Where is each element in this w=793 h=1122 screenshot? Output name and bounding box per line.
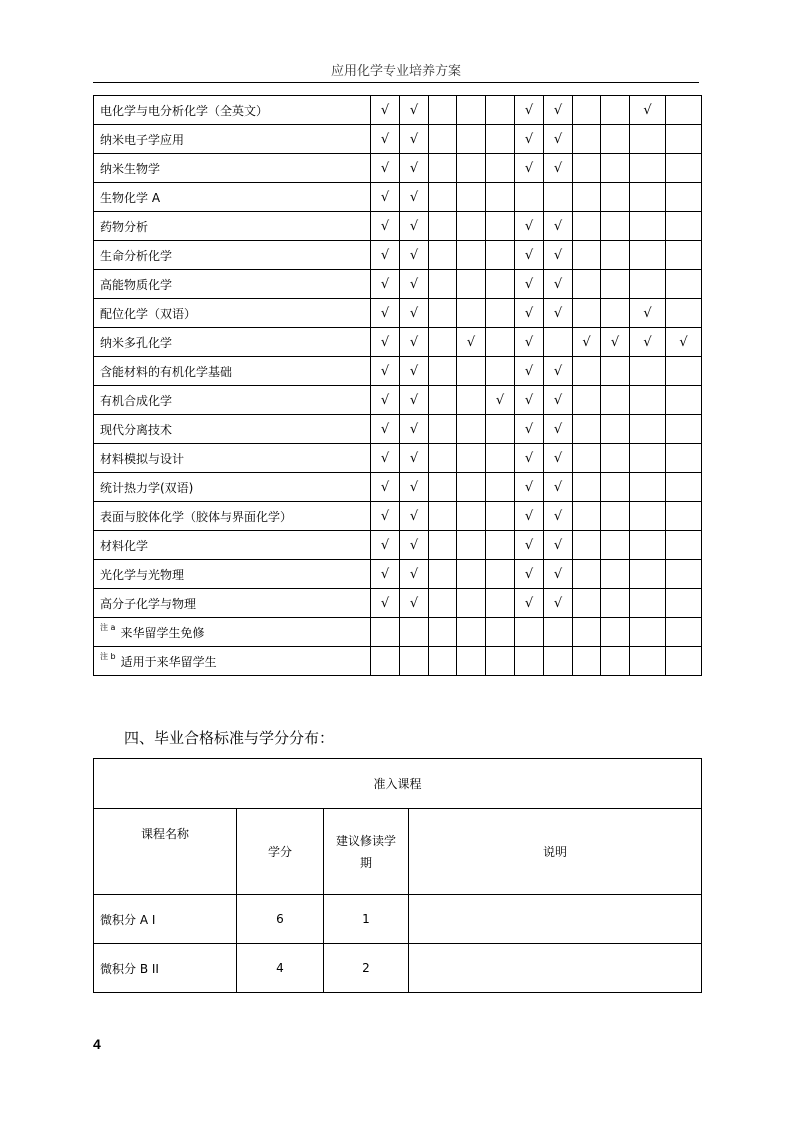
check-mark-cell: √: [400, 531, 429, 560]
empty-cell: [666, 183, 702, 212]
empty-cell: [630, 647, 666, 676]
empty-cell: [601, 212, 630, 241]
empty-cell: [486, 96, 515, 125]
empty-cell: [601, 647, 630, 676]
table-row: [94, 895, 702, 944]
empty-cell: [630, 270, 666, 299]
table-header-row: [94, 809, 702, 895]
check-mark-cell: √: [515, 560, 544, 589]
empty-cell: [573, 589, 601, 618]
empty-cell: [601, 96, 630, 125]
empty-cell: [486, 647, 515, 676]
check-mark-cell: √: [371, 444, 400, 473]
empty-cell: [601, 386, 630, 415]
course-name-cell: 生命分析化学: [94, 241, 371, 270]
empty-cell: [486, 183, 515, 212]
empty-cell: [429, 502, 457, 531]
empty-cell: [429, 212, 457, 241]
empty-cell: [666, 589, 702, 618]
course-name-cell: 表面与胶体化学（胶体与界面化学）: [94, 502, 371, 531]
empty-cell: [601, 154, 630, 183]
course-name-cell: 微积分 A I: [94, 895, 237, 944]
empty-cell: [630, 589, 666, 618]
check-mark-cell: √: [544, 154, 573, 183]
check-mark-cell: √: [544, 241, 573, 270]
table-row: [94, 473, 702, 502]
header-note: 说明: [409, 809, 702, 895]
empty-cell: [429, 154, 457, 183]
empty-cell: [573, 212, 601, 241]
course-name-cell: 材料模拟与设计: [94, 444, 371, 473]
empty-cell: [429, 96, 457, 125]
empty-cell: [429, 183, 457, 212]
empty-cell: [457, 299, 486, 328]
empty-cell: [429, 473, 457, 502]
empty-cell: [457, 270, 486, 299]
empty-cell: [457, 560, 486, 589]
empty-cell: [429, 328, 457, 357]
empty-cell: [515, 618, 544, 647]
check-mark-cell: √: [400, 444, 429, 473]
table-title-row: [94, 759, 702, 809]
empty-cell: [429, 357, 457, 386]
empty-cell: [601, 473, 630, 502]
header-semester-label: 建议修读学期: [335, 833, 396, 870]
table-row: [94, 299, 702, 328]
page-number: 4: [93, 1036, 101, 1052]
check-mark-cell: √: [544, 357, 573, 386]
table-row: [94, 241, 702, 270]
check-mark-cell: √: [400, 386, 429, 415]
table-row: [94, 386, 702, 415]
table-row: [94, 357, 702, 386]
check-mark-cell: √: [371, 531, 400, 560]
semester-cell: 2: [324, 944, 409, 993]
check-mark-cell: √: [573, 328, 601, 357]
empty-cell: [601, 125, 630, 154]
empty-cell: [573, 473, 601, 502]
check-mark-cell: √: [630, 96, 666, 125]
course-name-cell: 纳米生物学: [94, 154, 371, 183]
check-mark-cell: √: [371, 96, 400, 125]
empty-cell: [666, 125, 702, 154]
check-mark-cell: √: [486, 386, 515, 415]
empty-cell: [429, 531, 457, 560]
empty-cell: [666, 241, 702, 270]
empty-cell: [666, 270, 702, 299]
note-row: [94, 647, 702, 676]
check-mark-cell: √: [544, 125, 573, 154]
check-mark-cell: √: [371, 386, 400, 415]
check-mark-cell: √: [515, 531, 544, 560]
empty-cell: [457, 444, 486, 473]
check-mark-cell: √: [544, 444, 573, 473]
check-mark-cell: √: [515, 357, 544, 386]
course-name-cell: 光化学与光物理: [94, 560, 371, 589]
empty-cell: [486, 357, 515, 386]
check-mark-cell: √: [515, 589, 544, 618]
check-mark-cell: √: [400, 241, 429, 270]
empty-cell: [429, 299, 457, 328]
check-mark-cell: √: [400, 357, 429, 386]
empty-cell: [666, 560, 702, 589]
check-mark-cell: √: [371, 473, 400, 502]
credits-cell: 6: [237, 895, 324, 944]
check-mark-cell: √: [630, 328, 666, 357]
check-mark-cell: √: [400, 212, 429, 241]
table-row: [94, 531, 702, 560]
table-row: [94, 183, 702, 212]
empty-cell: [601, 299, 630, 328]
header-credits: 学分: [237, 809, 324, 895]
check-mark-cell: √: [371, 154, 400, 183]
empty-cell: [630, 473, 666, 502]
course-name-cell: 材料化学: [94, 531, 371, 560]
check-mark-cell: √: [371, 415, 400, 444]
empty-cell: [429, 618, 457, 647]
empty-cell: [515, 647, 544, 676]
empty-cell: [573, 531, 601, 560]
empty-cell: [601, 502, 630, 531]
check-mark-cell: √: [666, 328, 702, 357]
empty-cell: [630, 531, 666, 560]
empty-cell: [601, 357, 630, 386]
course-name-cell: 微积分 B II: [94, 944, 237, 993]
empty-cell: [573, 386, 601, 415]
note-marker: 注 b: [100, 651, 116, 661]
check-mark-cell: √: [544, 386, 573, 415]
table-row: [94, 560, 702, 589]
empty-cell: [486, 154, 515, 183]
check-mark-cell: √: [601, 328, 630, 357]
check-mark-cell: √: [371, 502, 400, 531]
check-mark-cell: √: [515, 125, 544, 154]
check-mark-cell: √: [371, 241, 400, 270]
empty-cell: [457, 386, 486, 415]
empty-cell: [601, 618, 630, 647]
table-row: [94, 125, 702, 154]
empty-cell: [630, 357, 666, 386]
empty-cell: [573, 502, 601, 531]
table-row: [94, 96, 702, 125]
empty-cell: [429, 241, 457, 270]
empty-cell: [630, 241, 666, 270]
course-name-cell: 统计热力学(双语): [94, 473, 371, 502]
empty-cell: [666, 647, 702, 676]
empty-cell: [573, 96, 601, 125]
check-mark-cell: √: [400, 96, 429, 125]
header-course-name: 课程名称: [94, 809, 237, 895]
admission-courses-table: [93, 758, 702, 993]
check-mark-cell: √: [515, 444, 544, 473]
check-mark-cell: √: [371, 125, 400, 154]
check-mark-cell: √: [515, 328, 544, 357]
empty-cell: [486, 415, 515, 444]
empty-cell: [457, 473, 486, 502]
table-row: [94, 944, 702, 993]
check-mark-cell: √: [515, 270, 544, 299]
empty-cell: [601, 241, 630, 270]
course-name-cell: 生物化学 A: [94, 183, 371, 212]
note-cell: [409, 944, 702, 993]
check-mark-cell: √: [400, 415, 429, 444]
empty-cell: [457, 415, 486, 444]
empty-cell: [666, 299, 702, 328]
check-mark-cell: √: [515, 473, 544, 502]
check-mark-cell: √: [400, 125, 429, 154]
empty-cell: [486, 618, 515, 647]
empty-cell: [429, 125, 457, 154]
check-mark-cell: √: [457, 328, 486, 357]
empty-cell: [544, 647, 573, 676]
check-mark-cell: √: [515, 415, 544, 444]
table-row: [94, 212, 702, 241]
course-name-cell: 有机合成化学: [94, 386, 371, 415]
empty-cell: [630, 125, 666, 154]
check-mark-cell: √: [544, 415, 573, 444]
check-mark-cell: √: [371, 299, 400, 328]
empty-cell: [429, 415, 457, 444]
empty-cell: [573, 444, 601, 473]
empty-cell: [457, 241, 486, 270]
empty-cell: [573, 415, 601, 444]
check-mark-cell: √: [400, 589, 429, 618]
empty-cell: [573, 125, 601, 154]
check-mark-cell: √: [400, 473, 429, 502]
empty-cell: [486, 125, 515, 154]
empty-cell: [429, 444, 457, 473]
empty-cell: [573, 357, 601, 386]
empty-cell: [601, 183, 630, 212]
empty-cell: [400, 618, 429, 647]
empty-cell: [630, 415, 666, 444]
empty-cell: [601, 270, 630, 299]
empty-cell: [486, 502, 515, 531]
check-mark-cell: √: [371, 589, 400, 618]
note-marker: 注 a: [100, 622, 116, 632]
check-mark-cell: √: [400, 560, 429, 589]
check-mark-cell: √: [371, 270, 400, 299]
empty-cell: [666, 357, 702, 386]
empty-cell: [457, 96, 486, 125]
empty-cell: [486, 270, 515, 299]
empty-cell: [601, 531, 630, 560]
check-mark-cell: √: [371, 183, 400, 212]
empty-cell: [601, 444, 630, 473]
check-mark-cell: √: [515, 502, 544, 531]
credits-cell: 4: [237, 944, 324, 993]
course-name-cell: 高能物质化学: [94, 270, 371, 299]
check-mark-cell: √: [544, 212, 573, 241]
table-row: [94, 270, 702, 299]
empty-cell: [666, 415, 702, 444]
check-mark-cell: √: [515, 212, 544, 241]
page-header-title: 应用化学专业培养方案: [330, 64, 461, 79]
empty-cell: [486, 241, 515, 270]
check-mark-cell: √: [515, 386, 544, 415]
course-name-cell: 纳米电子学应用: [94, 125, 371, 154]
course-name-cell: 电化学与电分析化学（全英文）: [94, 96, 371, 125]
empty-cell: [371, 647, 400, 676]
note-cell: [94, 618, 371, 647]
empty-cell: [630, 444, 666, 473]
empty-cell: [371, 618, 400, 647]
empty-cell: [457, 589, 486, 618]
check-mark-cell: √: [371, 328, 400, 357]
empty-cell: [630, 560, 666, 589]
course-name-cell: 高分子化学与物理: [94, 589, 371, 618]
empty-cell: [601, 589, 630, 618]
empty-cell: [429, 647, 457, 676]
empty-cell: [666, 444, 702, 473]
check-mark-cell: √: [400, 328, 429, 357]
note-cell: [409, 895, 702, 944]
empty-cell: [429, 560, 457, 589]
empty-cell: [666, 618, 702, 647]
empty-cell: [573, 241, 601, 270]
note-row: [94, 618, 702, 647]
empty-cell: [573, 647, 601, 676]
empty-cell: [573, 154, 601, 183]
empty-cell: [457, 502, 486, 531]
table-title: 准入课程: [94, 759, 702, 809]
empty-cell: [429, 589, 457, 618]
table-row: [94, 328, 702, 357]
empty-cell: [666, 154, 702, 183]
note-text: 来华留学生免修: [120, 625, 205, 640]
table-row: [94, 589, 702, 618]
check-mark-cell: √: [544, 560, 573, 589]
empty-cell: [666, 386, 702, 415]
empty-cell: [486, 328, 515, 357]
mapping-table-body: [94, 96, 702, 676]
empty-cell: [630, 618, 666, 647]
empty-cell: [486, 560, 515, 589]
check-mark-cell: √: [544, 96, 573, 125]
empty-cell: [573, 299, 601, 328]
empty-cell: [486, 299, 515, 328]
empty-cell: [630, 502, 666, 531]
empty-cell: [573, 183, 601, 212]
empty-cell: [486, 212, 515, 241]
empty-cell: [544, 183, 573, 212]
check-mark-cell: √: [400, 270, 429, 299]
empty-cell: [666, 212, 702, 241]
course-name-cell: 含能材料的有机化学基础: [94, 357, 371, 386]
check-mark-cell: √: [515, 299, 544, 328]
check-mark-cell: √: [515, 96, 544, 125]
check-mark-cell: √: [515, 154, 544, 183]
table-row: [94, 502, 702, 531]
empty-cell: [457, 647, 486, 676]
empty-cell: [666, 96, 702, 125]
check-mark-cell: √: [544, 589, 573, 618]
empty-cell: [666, 473, 702, 502]
check-mark-cell: √: [544, 270, 573, 299]
note-text: 适用于来华留学生: [120, 654, 217, 669]
check-mark-cell: √: [544, 502, 573, 531]
empty-cell: [666, 531, 702, 560]
check-mark-cell: √: [371, 212, 400, 241]
empty-cell: [601, 415, 630, 444]
table-row: [94, 154, 702, 183]
check-mark-cell: √: [400, 183, 429, 212]
empty-cell: [486, 589, 515, 618]
empty-cell: [630, 154, 666, 183]
empty-cell: [457, 183, 486, 212]
check-mark-cell: √: [371, 560, 400, 589]
table-row: [94, 444, 702, 473]
check-mark-cell: √: [371, 357, 400, 386]
table-row: [94, 415, 702, 444]
empty-cell: [630, 183, 666, 212]
header-semester: [324, 809, 409, 895]
empty-cell: [573, 618, 601, 647]
course-objective-mapping-table: [93, 95, 702, 676]
empty-cell: [544, 328, 573, 357]
check-mark-cell: √: [515, 241, 544, 270]
empty-cell: [486, 473, 515, 502]
empty-cell: [515, 183, 544, 212]
empty-cell: [457, 125, 486, 154]
check-mark-cell: √: [400, 154, 429, 183]
check-mark-cell: √: [400, 299, 429, 328]
semester-cell: 1: [324, 895, 409, 944]
empty-cell: [630, 386, 666, 415]
empty-cell: [544, 618, 573, 647]
empty-cell: [486, 444, 515, 473]
empty-cell: [429, 386, 457, 415]
empty-cell: [573, 270, 601, 299]
empty-cell: [457, 357, 486, 386]
empty-cell: [666, 502, 702, 531]
section-heading: 四、毕业合格标准与学分分布：: [124, 729, 335, 747]
check-mark-cell: √: [544, 473, 573, 502]
empty-cell: [573, 560, 601, 589]
empty-cell: [457, 154, 486, 183]
course-name-cell: 配位化学（双语）: [94, 299, 371, 328]
empty-cell: [486, 531, 515, 560]
course-name-cell: 药物分析: [94, 212, 371, 241]
empty-cell: [429, 270, 457, 299]
empty-cell: [400, 647, 429, 676]
empty-cell: [601, 560, 630, 589]
empty-cell: [457, 618, 486, 647]
empty-cell: [630, 212, 666, 241]
course-name-cell: 纳米多孔化学: [94, 328, 371, 357]
check-mark-cell: √: [544, 299, 573, 328]
note-cell: [94, 647, 371, 676]
check-mark-cell: √: [400, 502, 429, 531]
check-mark-cell: √: [630, 299, 666, 328]
empty-cell: [457, 212, 486, 241]
empty-cell: [457, 531, 486, 560]
course-name-cell: 现代分离技术: [94, 415, 371, 444]
check-mark-cell: √: [544, 531, 573, 560]
header-divider: [93, 82, 699, 83]
